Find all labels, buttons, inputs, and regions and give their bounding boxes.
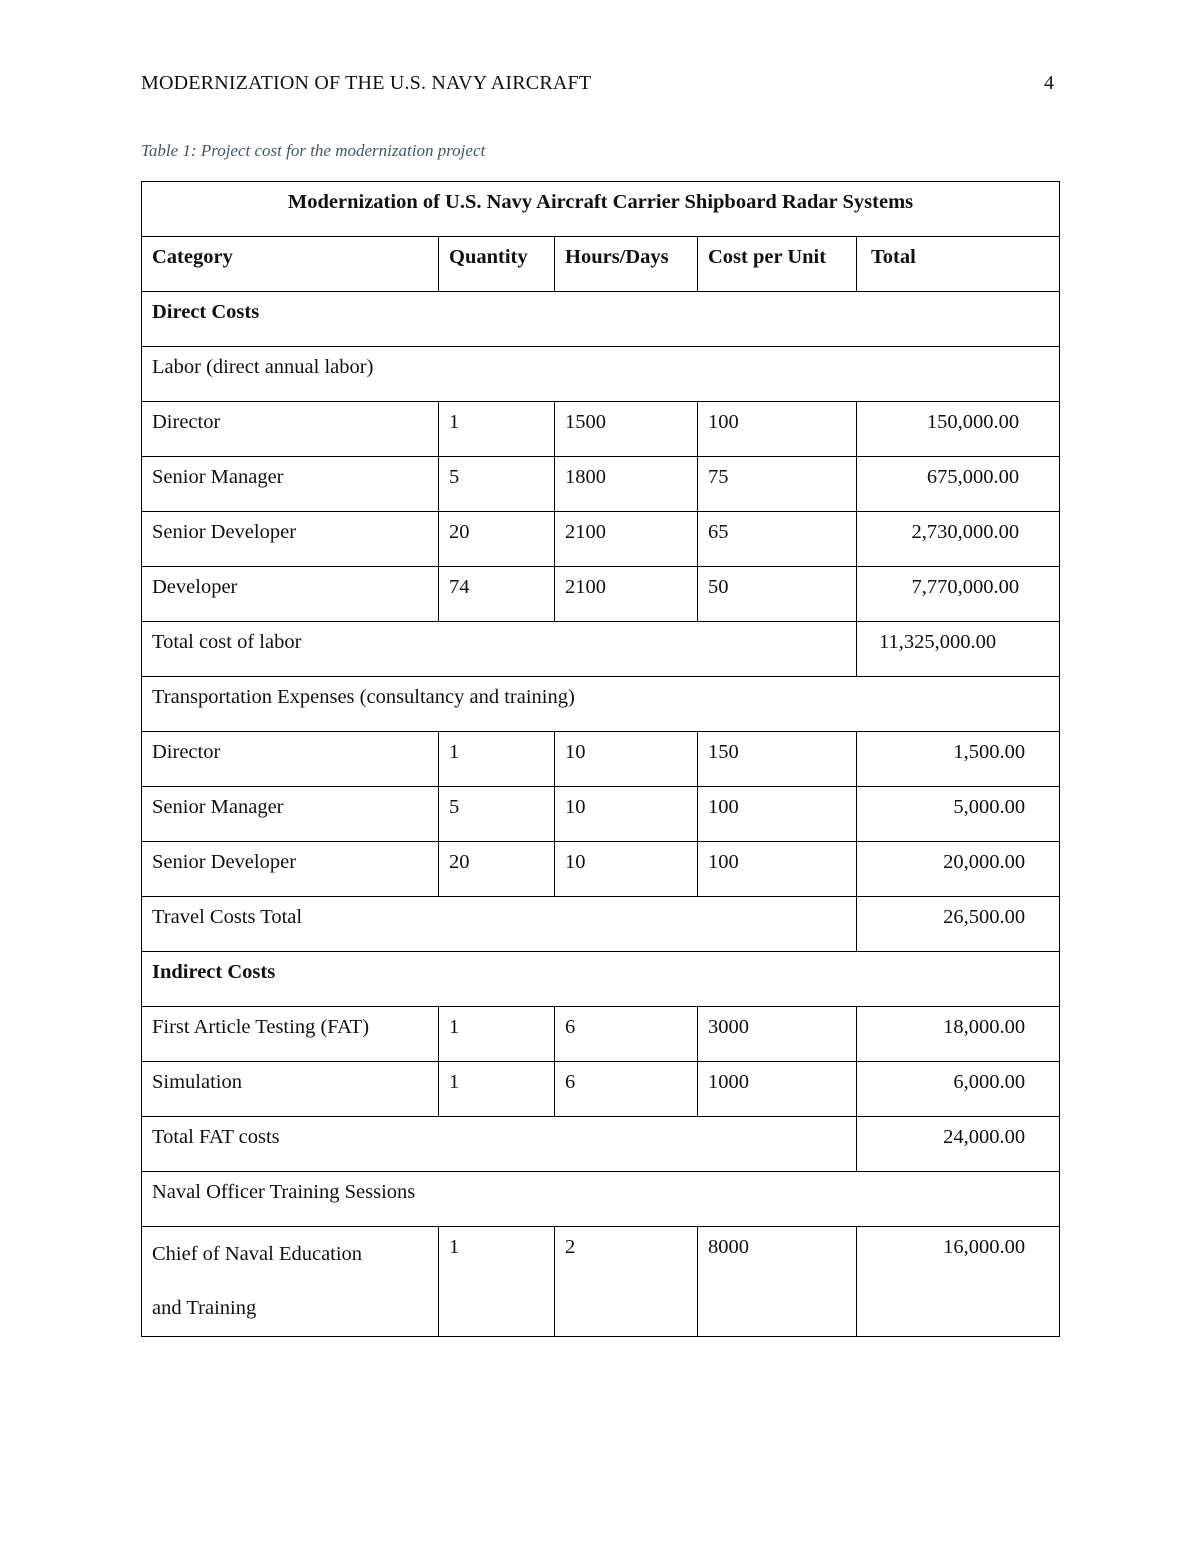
cell-cost: 1000	[698, 1062, 857, 1117]
table-row	[142, 567, 1060, 622]
cell-hours: 6	[555, 1062, 698, 1117]
subtotal-row-labor	[142, 622, 1060, 677]
cell-quantity: 1	[439, 1007, 555, 1062]
table-title-row	[142, 182, 1060, 237]
cell-hours: 10	[555, 787, 698, 842]
cell-total: 1,500.00	[857, 732, 1060, 787]
column-header-cost: Cost per Unit	[698, 237, 857, 292]
cell-category: Developer	[142, 567, 439, 622]
column-header-total: Total	[857, 237, 1060, 292]
table-row	[142, 1062, 1060, 1117]
subsection-row-training	[142, 1172, 1060, 1227]
table-row	[142, 842, 1060, 897]
cell-hours: 1500	[555, 402, 698, 457]
column-header-quantity: Quantity	[439, 237, 555, 292]
cell-total: 7,770,000.00	[857, 567, 1060, 622]
subtotal-value: 26,500.00	[857, 897, 1060, 952]
cell-category: Simulation	[142, 1062, 439, 1117]
section-label: Direct Costs	[142, 292, 1060, 347]
section-row-indirect-costs	[142, 952, 1060, 1007]
cell-total: 16,000.00	[857, 1227, 1060, 1337]
subtotal-row-fat	[142, 1117, 1060, 1172]
table-row	[142, 732, 1060, 787]
cell-cost: 75	[698, 457, 857, 512]
cell-hours: 10	[555, 842, 698, 897]
subsection-row-labor	[142, 347, 1060, 402]
subtotal-label: Travel Costs Total	[142, 897, 857, 952]
column-header-hours: Hours/Days	[555, 237, 698, 292]
cell-total: 5,000.00	[857, 787, 1060, 842]
cell-hours: 2100	[555, 512, 698, 567]
cell-category: Senior Manager	[142, 787, 439, 842]
table-row	[142, 787, 1060, 842]
cell-total: 150,000.00	[857, 402, 1060, 457]
cell-cost: 150	[698, 732, 857, 787]
cell-cost: 100	[698, 787, 857, 842]
table-row	[142, 1227, 1060, 1337]
subsection-label: Transportation Expenses (consultancy and training)	[142, 677, 1060, 732]
project-cost-table	[141, 181, 1060, 1337]
cell-quantity: 20	[439, 512, 555, 567]
subtotal-label: Total FAT costs	[142, 1117, 857, 1172]
cell-quantity: 1	[439, 402, 555, 457]
cell-category: Director	[142, 402, 439, 457]
cell-category	[142, 1227, 439, 1337]
cell-hours: 2	[555, 1227, 698, 1337]
cell-cost: 50	[698, 567, 857, 622]
subsection-label: Naval Officer Training Sessions	[142, 1172, 1060, 1227]
cell-category: Senior Developer	[142, 842, 439, 897]
cell-total: 20,000.00	[857, 842, 1060, 897]
cell-quantity: 5	[439, 787, 555, 842]
cell-quantity: 1	[439, 1227, 555, 1337]
table-caption: Table 1: Project cost for the modernization project	[141, 141, 486, 160]
cell-cost: 3000	[698, 1007, 857, 1062]
section-row-direct-costs	[142, 292, 1060, 347]
cell-quantity: 5	[439, 457, 555, 512]
cell-cost: 100	[698, 402, 857, 457]
cell-category: Senior Developer	[142, 512, 439, 567]
page-number: 4	[1044, 72, 1054, 94]
cell-total: 18,000.00	[857, 1007, 1060, 1062]
section-label: Indirect Costs	[142, 952, 1060, 1007]
subsection-label: Labor (direct annual labor)	[142, 347, 1060, 402]
cell-cost: 65	[698, 512, 857, 567]
cell-hours: 6	[555, 1007, 698, 1062]
cell-hours: 1800	[555, 457, 698, 512]
table-row	[142, 457, 1060, 512]
cell-total: 675,000.00	[857, 457, 1060, 512]
cell-total: 6,000.00	[857, 1062, 1060, 1117]
subsection-row-transport	[142, 677, 1060, 732]
subtotal-row-transport	[142, 897, 1060, 952]
subtotal-value: 11,325,000.00	[857, 622, 1060, 677]
cell-quantity: 1	[439, 732, 555, 787]
cell-quantity: 1	[439, 1062, 555, 1117]
cell-quantity: 74	[439, 567, 555, 622]
table-row	[142, 1007, 1060, 1062]
cell-total: 2,730,000.00	[857, 512, 1060, 567]
table-row	[142, 512, 1060, 567]
cell-hours: 2100	[555, 567, 698, 622]
running-head: MODERNIZATION OF THE U.S. NAVY AIRCRAFT	[141, 72, 592, 94]
cell-cost: 100	[698, 842, 857, 897]
cell-category-line: Chief of Naval Education	[152, 1243, 363, 1265]
column-header-category: Category	[142, 237, 439, 292]
subtotal-label: Total cost of labor	[142, 622, 857, 677]
cell-category-line: and Training	[152, 1297, 257, 1319]
subtotal-value: 24,000.00	[857, 1117, 1060, 1172]
table-header-row	[142, 237, 1060, 292]
table-row	[142, 402, 1060, 457]
cell-cost: 8000	[698, 1227, 857, 1337]
cell-category: First Article Testing (FAT)	[142, 1007, 439, 1062]
cell-category: Senior Manager	[142, 457, 439, 512]
table-title: Modernization of U.S. Navy Aircraft Carrier Shipboard Radar Systems	[142, 182, 1060, 237]
cell-quantity: 20	[439, 842, 555, 897]
cell-hours: 10	[555, 732, 698, 787]
cell-category: Director	[142, 732, 439, 787]
